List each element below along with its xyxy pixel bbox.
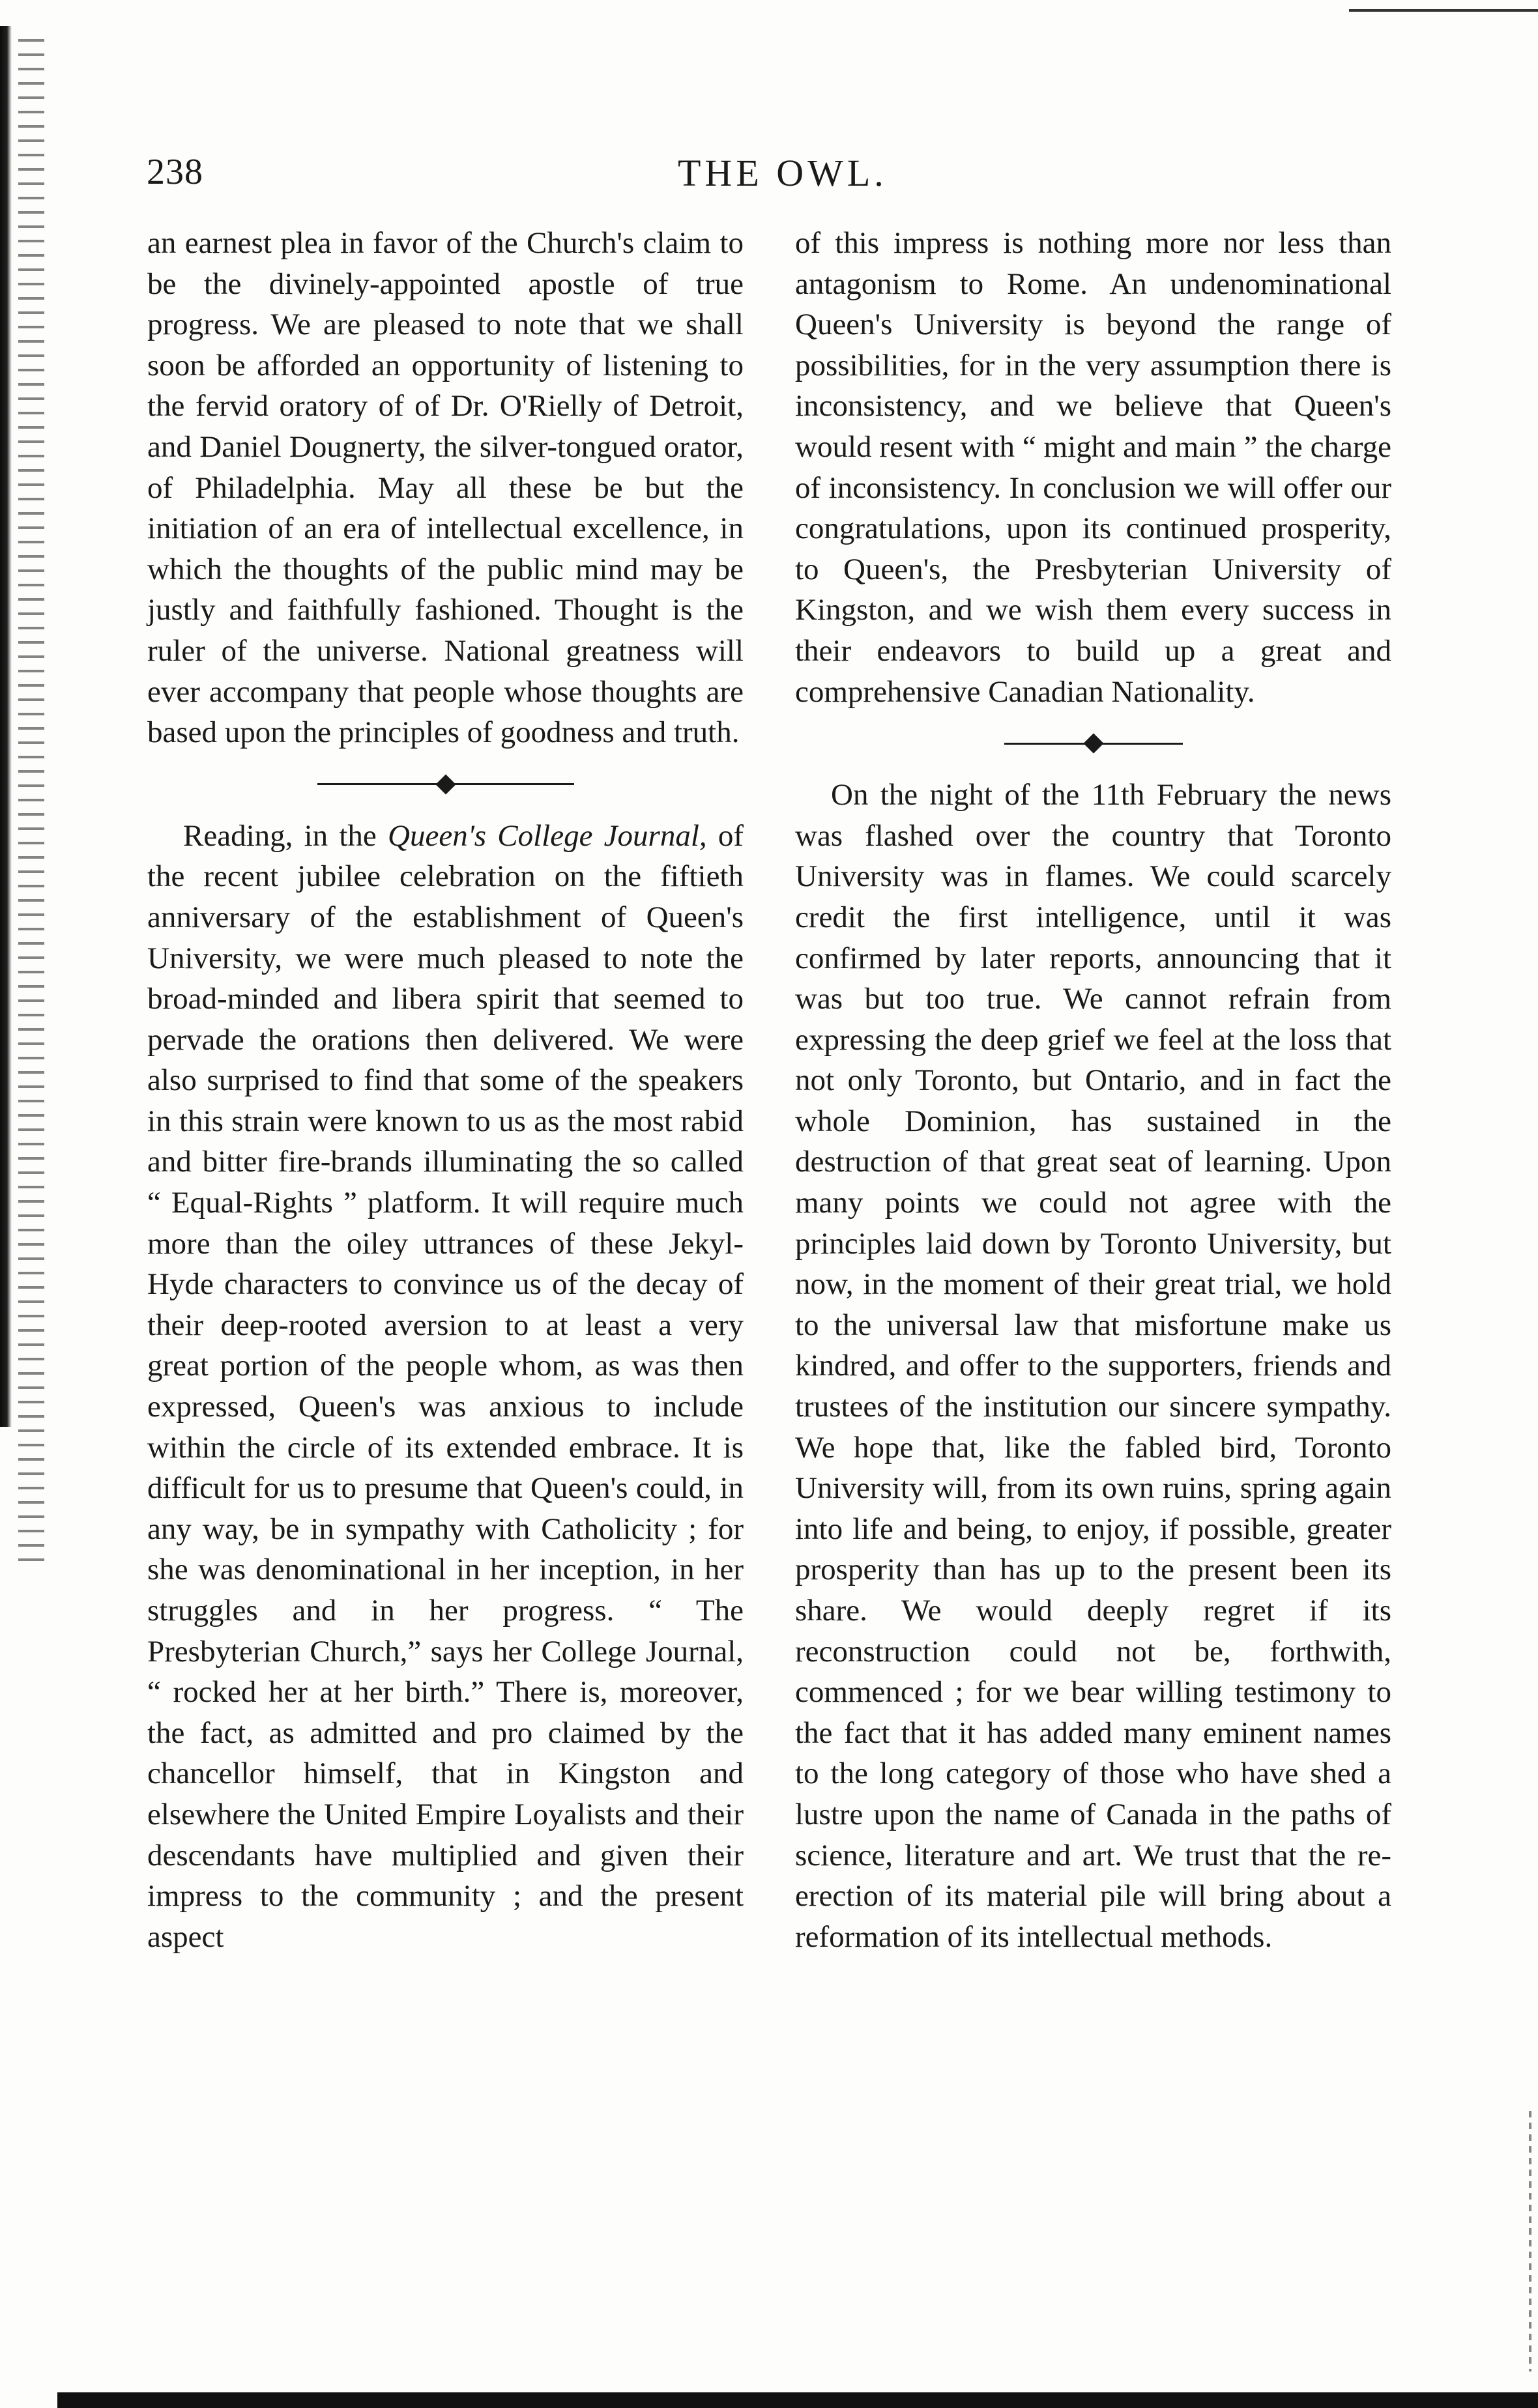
divider-rule [450,783,574,785]
divider-diamond-icon [435,774,456,794]
corner-rule [1349,9,1538,12]
paragraph-lead: Reading, in the [183,818,377,853]
left-column [147,223,744,1957]
divider-rule [1004,743,1089,745]
paragraph: On the night of the 11th February the news was flashed over the country that Toronto University was in flames. We could scarcely credit the first intelligence, until it was confirmed by later reports, announcing that it was but too true. We cannot refrain from expressing the deep grief we feel at the loss that not only Toronto, but Ontario, and in fact the whole Dominion, has sustained in the destruction of that great seat of learning. Upon many points we could not agree with the principles laid down by Toronto University, but now, in the moment of their great trial, we hold to the universal law that misfortune make us kindred, and offer to the supporters, friends and trustees of the institution our sincere sympathy. We hope that, like the fabled bird, Toronto University will, from its own ruins, spring again into life and being, to enjoy, if possible, greater prosperity than has up to the present been its share. We would deeply regret if its reconstruction could not be, forthwith, commenced ; for we bear willing testimony to the fact that it has added many eminent names to the long category of those who have shed a lustre upon the name of Canada in the paths of science, literature and art. We trust that the re-erection of its material pile will bring about a reformation of its intellectual methods. [795,778,1391,1954]
binding-marks [18,39,44,1570]
section-divider [147,753,744,816]
paragraph: an earnest plea in favor of the Church's claim to be the divinely-appointed apostle of true progress. We are pleased to note that we shall soon be afforded an opportunity of listening to the fervid oratory of of Dr. O'Rielly of Detroit, and Daniel Dougnerty, the silver-tongued orator, of Philadelphia. May all these be but the initiation of an era of intellectual excellence, in which the thoughts of the public mind may be justly and faithfully fashioned. Thought is the ruler of the universe. National greatness will ever accompany that people whose thoughts are based upon the principles of goodness and truth. [147,226,744,750]
page-number: 238 [147,152,203,192]
paragraph: of this impress is nothing more nor less than antagonism to Rome. An undenominational Queen's University is beyond the range of possibilities, for in the very assumption there is inconsistency, and we believe that Queen's would resent with “ might and main ” the charge of inconsistency. In conclusion we will offer our congratulations, upon its continued prosperity, to Queen's, the Presbyterian University of Kingston, and we wish them every success in their endeavors to build up a great and comprehensive Canadian Nationality. [795,226,1391,709]
bottom-scan-bar [57,2392,1538,2408]
section-divider [795,712,1391,775]
divider-diamond-icon [1083,734,1103,754]
right-column [795,223,1391,1957]
paragraph-body: of the recent jubilee celebration on the fiftieth anniversary of the establishment of Queen's University, we were much pleased to note the broad-minded and libera spirit that seemed to pervade the orations then delivered. We were also surprised to find that some of the speakers in this strain were known to us as the most rabid and bitter fire-brands illuminating the so called “ Equal-Rights ” platform. It will require much more than the oiley uttrances of these Jekyl-Hyde characters to convince us of the decay of their deep-rooted aversion to at least a very great portion of the people whom, as was then expressed, Queen's was anxious to include within the circle of its extended embrace. It is difficult for us to presume that Queen's could, in any way, be in sympathy with Catholicity ; for she was denominational in her inception, in her struggles and in her progress. “ The Presbyterian Church,” says her College Journal, “ rocked her at her birth.” There is, moreover, the fact, as admitted and pro claimed by the chancellor himself, that in Kingston and elsewhere the United Empire Loyalists and their descendants have multiplied and given their impress to the community ; and the present aspect [147,818,744,1954]
divider-rule [1098,743,1183,745]
page-edge-marks [1529,2111,1531,2372]
journal-title: Queen's College Journal, [388,818,707,853]
paragraph [147,816,744,1958]
divider-rule [317,783,441,785]
running-head: THE OWL. [678,152,888,194]
binding-edge [0,26,12,1427]
